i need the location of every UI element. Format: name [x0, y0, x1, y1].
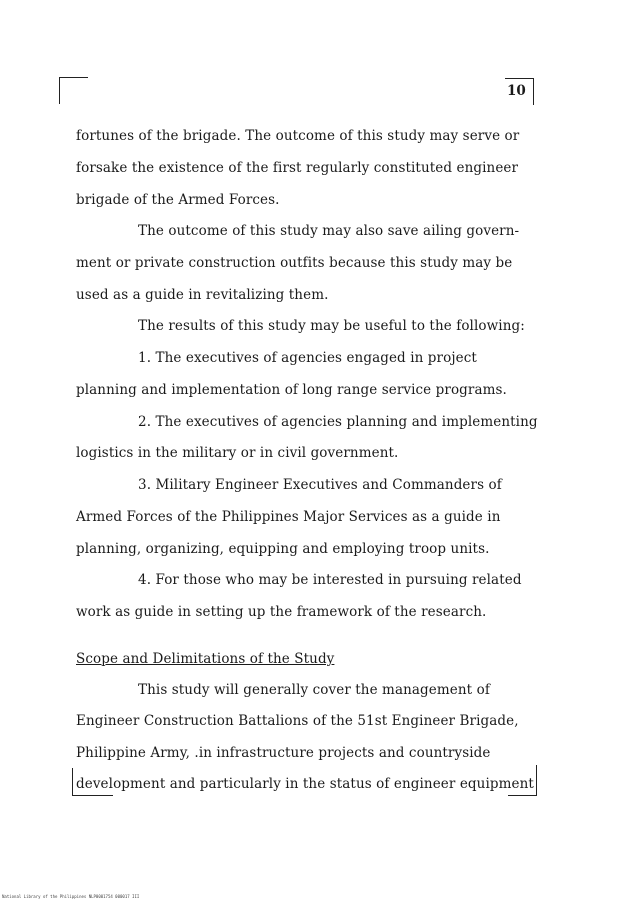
list-item-2: 2. The executives of agencies planning and implementing	[138, 414, 538, 430]
list-item-4: 4. For those who may be interested in pursuing related	[138, 572, 522, 588]
body-line: Armed Forces of the Philippines Major Services as a guide in	[76, 509, 501, 525]
body-line: fortunes of the brigade. The outcome of this study may serve or	[76, 128, 520, 144]
body-line: brigade of the Armed Forces.	[76, 192, 280, 208]
body-line: planning and implementation of long range service programs.	[76, 382, 507, 398]
body-line: Philippine Army, .in infrastructure projects and countryside	[76, 745, 491, 761]
body-line: This study will generally cover the management of	[138, 682, 490, 698]
body-line: Engineer Construction Battalions of the 51st Engineer Brigade,	[76, 713, 519, 729]
section-heading: Scope and Delimitations of the Study	[76, 651, 335, 667]
body-line: planning, organizing, equipping and employing troop units.	[76, 541, 490, 557]
body-line: development and particularly in the status of engineer equipment	[76, 776, 534, 792]
body-line: forsake the existence of the first regularly constituted engineer	[76, 160, 519, 176]
list-item-3: 3. Military Engineer Executives and Commanders of	[138, 477, 502, 493]
list-item-1: 1. The executives of agencies engaged in project	[138, 350, 477, 366]
body-line: logistics in the military or in civil government.	[76, 445, 399, 461]
body-line: The outcome of this study may also save ailing govern-	[138, 223, 520, 239]
body-line: work as guide in setting up the framework of the research.	[76, 604, 487, 620]
body-line: The results of this study may be useful to the following:	[138, 318, 525, 334]
crop-mark-top-left	[59, 77, 88, 104]
body-line: used as a guide in revitalizing them.	[76, 287, 329, 303]
scan-footer: National Library of the Philippines NLP0001754 000017 III	[2, 894, 140, 899]
page-number: 10	[507, 83, 526, 99]
body-line: ment or private construction outfits because this study may be	[76, 255, 513, 271]
